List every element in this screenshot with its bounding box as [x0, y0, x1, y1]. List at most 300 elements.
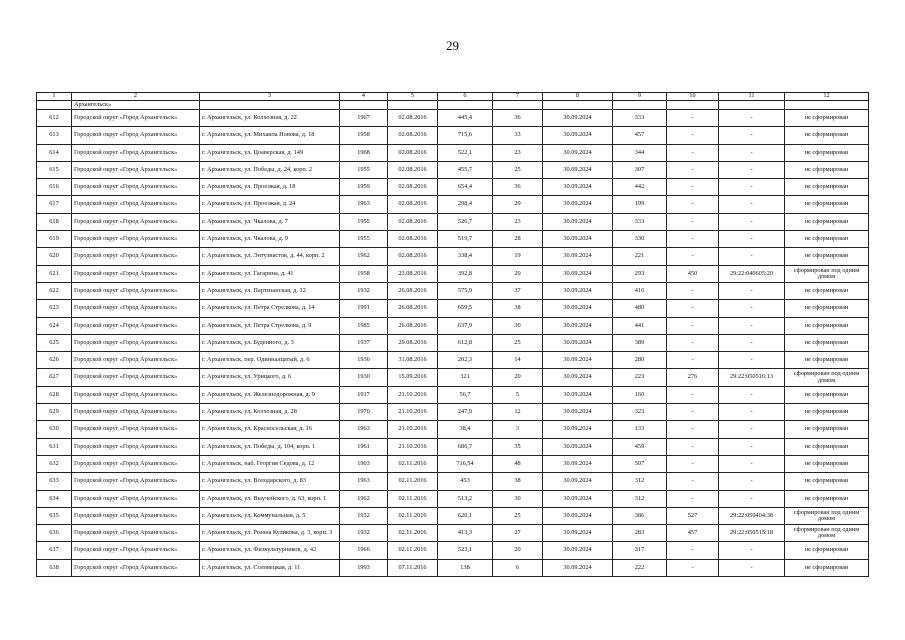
row-number: 636	[37, 525, 72, 542]
area-cell: 338,4	[438, 248, 493, 265]
deadline-cell: 30.09.2024	[543, 161, 613, 178]
table-body	[37, 93, 869, 577]
deadline-cell: 30.09.2024	[543, 265, 613, 282]
residents-cell: 37	[493, 282, 543, 299]
date-cell: 02.11.2016	[388, 525, 438, 542]
year-built-cell: 1955	[340, 213, 388, 230]
municipality-cell: Городской округ «Город Архангельск»	[72, 473, 200, 490]
residents-cell: 36	[493, 110, 543, 127]
year-built-cell: 1962	[340, 248, 388, 265]
cadastral-number-cell: 29:22:050516:13	[719, 369, 785, 386]
year-built-cell: 1917	[340, 386, 388, 403]
deadline-cell: 30.09.2024	[543, 231, 613, 248]
address-cell: г. Архангельск, ул. Урицкого, д. 6	[200, 369, 340, 386]
municipality-cell: Городской округ «Город Архангельск»	[72, 369, 200, 386]
row-number: 621	[37, 265, 72, 282]
land-area-cell: -	[667, 161, 719, 178]
cadastral-number-cell: -	[719, 196, 785, 213]
area-cell: 413,3	[438, 525, 493, 542]
row-number: 630	[37, 421, 72, 438]
date-cell: 02.11.2016	[388, 507, 438, 524]
deadline-cell: 30.09.2024	[543, 438, 613, 455]
cadastral-number-cell: -	[719, 421, 785, 438]
year-built-cell: 1963	[340, 473, 388, 490]
date-cell: 21.10.2016	[388, 438, 438, 455]
land-area-cell: -	[667, 490, 719, 507]
table-row	[37, 455, 869, 472]
address-cell: г. Архангельск, ул. Колхозная, д. 22	[200, 110, 340, 127]
status-cell: не сформирован	[785, 438, 869, 455]
residents-cell: 30	[493, 490, 543, 507]
land-area-cell: -	[667, 231, 719, 248]
address-cell: г. Архангельск, ул. Партизанская, д. 12	[200, 282, 340, 299]
column-number: 6	[438, 93, 493, 101]
land-area-cell: -	[667, 300, 719, 317]
date-cell: 02.08.2016	[388, 179, 438, 196]
row-number: 637	[37, 542, 72, 559]
year-built-cell: 1968	[340, 144, 388, 161]
deadline-cell: 30.09.2024	[543, 404, 613, 421]
column-9-cell: 283	[613, 525, 667, 542]
address-cell: г. Архангельск, ул. Колхозная, д. 28	[200, 404, 340, 421]
table-row	[37, 525, 869, 542]
land-area-cell: -	[667, 352, 719, 369]
year-built-cell: 1962	[340, 490, 388, 507]
residents-cell: 30	[493, 317, 543, 334]
date-cell: 02.08.2016	[388, 213, 438, 230]
residents-cell: 25	[493, 161, 543, 178]
cadastral-number-cell: -	[719, 161, 785, 178]
year-built-cell: 1930	[340, 369, 388, 386]
area-cell: 138	[438, 559, 493, 576]
status-cell: не сформирован	[785, 196, 869, 213]
column-number: 9	[613, 93, 667, 101]
status-cell: не сформирован	[785, 559, 869, 576]
address-cell: г. Архангельск, ул. Коммунальная, д. 5	[200, 507, 340, 524]
status-cell: не сформирован	[785, 110, 869, 127]
land-area-cell: -	[667, 144, 719, 161]
area-cell: 715,6	[438, 127, 493, 144]
status-cell: не сформирован	[785, 317, 869, 334]
table-row	[37, 559, 869, 576]
residents-cell: 33	[493, 127, 543, 144]
municipality-cell: Городской округ «Город Архангельск»	[72, 490, 200, 507]
residents-cell: 48	[493, 455, 543, 472]
residents-cell: 23	[493, 144, 543, 161]
deadline-cell: 30.09.2024	[543, 369, 613, 386]
municipality-cell: Архангельск»	[72, 101, 200, 110]
date-cell: 02.08.2016	[388, 248, 438, 265]
land-area-cell: -	[667, 110, 719, 127]
table-row	[37, 127, 869, 144]
year-built-cell: 1963	[340, 421, 388, 438]
land-area-cell: -	[667, 438, 719, 455]
address-cell: г. Архангельск, ул. Проезжая, д. 24	[200, 196, 340, 213]
table-row	[37, 438, 869, 455]
land-area-cell: -	[667, 404, 719, 421]
residents-cell: 19	[493, 248, 543, 265]
area-cell: 455,7	[438, 161, 493, 178]
row-number: 623	[37, 300, 72, 317]
continuation-row	[37, 101, 869, 110]
area-cell: 620,1	[438, 507, 493, 524]
column-9-cell: 312	[613, 473, 667, 490]
address-cell: г. Архангельск, наб. Георгия Седова, д. 12	[200, 455, 340, 472]
deadline-cell: 30.09.2024	[543, 179, 613, 196]
table-row	[37, 352, 869, 369]
date-cell: 21.10.2016	[388, 404, 438, 421]
address-cell: г. Архангельск, ул. Соловецкая, д. 11	[200, 559, 340, 576]
table-row	[37, 369, 869, 386]
status-cell: не сформирован	[785, 213, 869, 230]
area-cell: 612,8	[438, 334, 493, 351]
status-cell: не сформирован	[785, 404, 869, 421]
row-number: 619	[37, 231, 72, 248]
column-9-cell: 344	[613, 144, 667, 161]
land-area-cell: -	[667, 473, 719, 490]
date-cell: 02.08.2016	[388, 196, 438, 213]
status-cell: не сформирован	[785, 161, 869, 178]
municipality-cell: Городской округ «Город Архангельск»	[72, 421, 200, 438]
date-cell: 02.08.2016	[388, 231, 438, 248]
deadline-cell: 30.09.2024	[543, 334, 613, 351]
municipality-cell: Городской округ «Город Архангельск»	[72, 213, 200, 230]
date-cell: 26.08.2016	[388, 282, 438, 299]
cadastral-number-cell: -	[719, 317, 785, 334]
column-9-cell: 160	[613, 386, 667, 403]
row-number: 618	[37, 213, 72, 230]
address-cell: г. Архангельск, ул. Железнодорожная, д. 9	[200, 386, 340, 403]
date-cell: 26.08.2016	[388, 317, 438, 334]
address-cell: г. Архангельск, ул. Физкультурников, д. 42	[200, 542, 340, 559]
status-cell: не сформирован	[785, 248, 869, 265]
deadline-cell: 30.09.2024	[543, 559, 613, 576]
row-number: 622	[37, 282, 72, 299]
municipality-cell: Городской округ «Город Архангельск»	[72, 352, 200, 369]
table-row	[37, 144, 869, 161]
residents-cell: 25	[493, 507, 543, 524]
table-row	[37, 196, 869, 213]
year-built-cell: 1959	[340, 179, 388, 196]
land-area-cell: -	[667, 542, 719, 559]
address-cell: г. Архангельск, пер. Одинналцатый, д. 6	[200, 352, 340, 369]
status-cell: не сформирован	[785, 144, 869, 161]
cadastral-number-cell: -	[719, 248, 785, 265]
area-cell: 523,1	[438, 542, 493, 559]
table-row	[37, 265, 869, 282]
row-number: 633	[37, 473, 72, 490]
column-number: 2	[72, 93, 200, 101]
residents-cell: 25	[493, 334, 543, 351]
year-built-cell: 1932	[340, 525, 388, 542]
column-number: 1	[37, 93, 72, 101]
deadline-cell: 30.09.2024	[543, 127, 613, 144]
area-cell: 247,9	[438, 404, 493, 421]
area-cell: 526,7	[438, 213, 493, 230]
column-9-cell: 333	[613, 110, 667, 127]
cadastral-number-cell: -	[719, 542, 785, 559]
year-built-cell: 1985	[340, 317, 388, 334]
table-row	[37, 179, 869, 196]
address-cell: г. Архангельск, ул. Петра Стрелкова, д. 14	[200, 300, 340, 317]
status-cell: не сформирован	[785, 300, 869, 317]
column-9-cell: 333	[613, 213, 667, 230]
deadline-cell: 30.09.2024	[543, 525, 613, 542]
status-cell: не сформирован	[785, 421, 869, 438]
table-row	[37, 110, 869, 127]
municipality-cell: Городской округ «Город Архангельск»	[72, 507, 200, 524]
deadline-cell: 30.09.2024	[543, 144, 613, 161]
row-number: 615	[37, 161, 72, 178]
address-cell: г. Архангельск, ул. Розана Куликова, д. 3, корп. 3	[200, 525, 340, 542]
residents-cell: 23	[493, 213, 543, 230]
table-row	[37, 473, 869, 490]
table-row	[37, 542, 869, 559]
status-cell: не сформирован	[785, 352, 869, 369]
residents-cell: 20	[493, 369, 543, 386]
status-cell: не сформирован	[785, 334, 869, 351]
land-area-cell: -	[667, 213, 719, 230]
status-cell: не сформирован	[785, 282, 869, 299]
cadastral-number-cell: -	[719, 127, 785, 144]
cadastral-number-cell: -	[719, 473, 785, 490]
year-built-cell: 1958	[340, 127, 388, 144]
column-9-cell: 221	[613, 248, 667, 265]
year-built-cell: 1932	[340, 282, 388, 299]
area-cell: 56,7	[438, 386, 493, 403]
column-9-cell: 312	[613, 490, 667, 507]
year-built-cell: 1936	[340, 352, 388, 369]
land-area-cell: -	[667, 282, 719, 299]
address-cell: г. Архангельск, ул. Победы, д. 104, корп. 1	[200, 438, 340, 455]
column-9-cell: 133	[613, 421, 667, 438]
residents-cell: 38	[493, 473, 543, 490]
address-cell: г. Архангельск, ул. Энтузиастов, д. 44, корп. 2	[200, 248, 340, 265]
area-cell: 575,9	[438, 282, 493, 299]
deadline-cell: 30.09.2024	[543, 282, 613, 299]
date-cell: 02.11.2016	[388, 473, 438, 490]
column-9-cell: 457	[613, 127, 667, 144]
residents-cell: 38	[493, 300, 543, 317]
table-row	[37, 404, 869, 421]
cadastral-number-cell: -	[719, 334, 785, 351]
column-number: 7	[493, 93, 543, 101]
land-area-cell: -	[667, 559, 719, 576]
address-cell: г. Архангельск, ул. Буденного, д. 3	[200, 334, 340, 351]
deadline-cell: 30.09.2024	[543, 317, 613, 334]
land-area-cell: -	[667, 455, 719, 472]
municipality-cell: Городской округ «Город Архангельск»	[72, 542, 200, 559]
cadastral-number-cell: -	[719, 231, 785, 248]
table-row	[37, 248, 869, 265]
deadline-cell: 30.09.2024	[543, 542, 613, 559]
date-cell: 02.11.2016	[388, 542, 438, 559]
municipality-cell: Городской округ «Город Архангельск»	[72, 110, 200, 127]
cadastral-number-cell: -	[719, 386, 785, 403]
cadastral-number-cell: -	[719, 144, 785, 161]
residents-cell: 28	[493, 231, 543, 248]
municipality-cell: Городской округ «Город Архангельск»	[72, 282, 200, 299]
address-cell: г. Архангельск, ул. Красносельская, д. 16	[200, 421, 340, 438]
row-number: 627	[37, 369, 72, 386]
column-9-cell: 323	[613, 404, 667, 421]
land-area-cell: -	[667, 179, 719, 196]
land-area-cell: -	[667, 248, 719, 265]
year-built-cell: 1967	[340, 110, 388, 127]
residents-cell: 20	[493, 196, 543, 213]
year-built-cell: 1993	[340, 559, 388, 576]
column-9-cell: 293	[613, 265, 667, 282]
cadastral-number-cell: -	[719, 455, 785, 472]
column-9-cell: 222	[613, 559, 667, 576]
area-cell: 321	[438, 369, 493, 386]
column-number: 8	[543, 93, 613, 101]
table-row	[37, 317, 869, 334]
area-cell: 38,4	[438, 421, 493, 438]
residents-cell: 5	[493, 386, 543, 403]
page-number: 29	[446, 38, 459, 53]
land-area-cell: -	[667, 421, 719, 438]
date-cell: 07.11.2016	[388, 559, 438, 576]
address-cell: г. Архангельск, ул. Цоаверская, д. 149	[200, 144, 340, 161]
cadastral-number-cell: -	[719, 179, 785, 196]
date-cell: 02.11.2016	[388, 490, 438, 507]
residents-cell: 20	[493, 265, 543, 282]
column-9-cell: 507	[613, 455, 667, 472]
residents-cell: 12	[493, 404, 543, 421]
municipality-cell: Городской округ «Город Архангельск»	[72, 559, 200, 576]
residents-cell: 36	[493, 179, 543, 196]
table-row	[37, 231, 869, 248]
area-cell: 513,2	[438, 490, 493, 507]
date-cell: 02.08.2016	[388, 161, 438, 178]
row-number: 635	[37, 507, 72, 524]
row-number: 638	[37, 559, 72, 576]
land-area-cell: -	[667, 317, 719, 334]
column-9-cell: 317	[613, 542, 667, 559]
address-cell: г. Архангельск, ул. Чкалова, д. 9	[200, 231, 340, 248]
row-number: 612	[37, 110, 72, 127]
column-9-cell: 442	[613, 179, 667, 196]
row-number: 632	[37, 455, 72, 472]
area-cell: 637,9	[438, 317, 493, 334]
deadline-cell: 30.09.2024	[543, 455, 613, 472]
date-cell: 02.08.2016	[388, 127, 438, 144]
land-area-cell: 527	[667, 507, 719, 524]
address-cell: г. Архангельск, ул. Михаила Новова, д. 18	[200, 127, 340, 144]
area-cell: 522,1	[438, 144, 493, 161]
date-cell: 15.09.2016	[388, 369, 438, 386]
deadline-cell: 30.09.2024	[543, 213, 613, 230]
date-cell: 02.08.2016	[388, 110, 438, 127]
residents-cell: 6	[493, 559, 543, 576]
row-number: 628	[37, 386, 72, 403]
status-cell: не сформирован	[785, 386, 869, 403]
deadline-cell: 30.09.2024	[543, 300, 613, 317]
deadline-cell: 30.09.2024	[543, 352, 613, 369]
column-9-cell: 459	[613, 438, 667, 455]
year-built-cell: 1966	[340, 542, 388, 559]
residents-cell: 20	[493, 542, 543, 559]
row-number: 624	[37, 317, 72, 334]
deadline-cell: 30.09.2024	[543, 490, 613, 507]
address-cell: г. Архангельск, ул. Проезжая, д. 18	[200, 179, 340, 196]
table-row	[37, 507, 869, 524]
year-built-cell: 1961	[340, 438, 388, 455]
land-area-cell: 457	[667, 525, 719, 542]
year-built-cell: 1958	[340, 265, 388, 282]
column-9-cell: 223	[613, 369, 667, 386]
date-cell: 23.08.2016	[388, 265, 438, 282]
address-cell: г. Архангельск, ул. Петра Стрелкова, д. 9	[200, 317, 340, 334]
cadastral-number-cell: 29:22:050404:38	[719, 507, 785, 524]
deadline-cell: 30.09.2024	[543, 473, 613, 490]
address-cell: г. Архангельск, ул. Гагарина, д. 41	[200, 265, 340, 282]
municipality-cell: Городской округ «Город Архангельск»	[72, 196, 200, 213]
column-9-cell: 480	[613, 300, 667, 317]
year-built-cell: 1937	[340, 334, 388, 351]
municipality-cell: Городской округ «Город Архангельск»	[72, 300, 200, 317]
row-number: 625	[37, 334, 72, 351]
municipality-cell: Городской округ «Город Архангельск»	[72, 127, 200, 144]
municipality-cell: Городской округ «Город Архангельск»	[72, 248, 200, 265]
year-built-cell: 1970	[340, 404, 388, 421]
year-built-cell: 1955	[340, 161, 388, 178]
municipality-cell: Городской округ «Город Архангельск»	[72, 525, 200, 542]
column-number: 11	[719, 93, 785, 101]
residents-cell: 27	[493, 525, 543, 542]
row-number: 634	[37, 490, 72, 507]
cadastral-number-cell: -	[719, 300, 785, 317]
date-cell: 02.08.2016	[388, 144, 438, 161]
residents-cell: 3	[493, 421, 543, 438]
date-cell: 29.08.2016	[388, 334, 438, 351]
status-cell: не сформирован	[785, 473, 869, 490]
area-cell: 202,3	[438, 352, 493, 369]
status-cell: сформирован под одним домом	[785, 265, 869, 282]
municipality-cell: Городской округ «Город Архангельск»	[72, 438, 200, 455]
land-area-cell: -	[667, 196, 719, 213]
municipality-cell: Городской округ «Город Архангельск»	[72, 144, 200, 161]
land-area-cell: -	[667, 334, 719, 351]
year-built-cell: 1932	[340, 507, 388, 524]
deadline-cell: 30.09.2024	[543, 110, 613, 127]
date-cell: 21.10.2016	[388, 386, 438, 403]
deadline-cell: 30.09.2024	[543, 386, 613, 403]
area-cell: 392,8	[438, 265, 493, 282]
municipality-cell: Городской округ «Город Архангельск»	[72, 231, 200, 248]
area-cell: 654,4	[438, 179, 493, 196]
row-number: 631	[37, 438, 72, 455]
column-9-cell: 330	[613, 231, 667, 248]
land-area-cell: 450	[667, 265, 719, 282]
housing-table	[36, 92, 869, 577]
cadastral-number-cell: -	[719, 213, 785, 230]
deadline-cell: 30.09.2024	[543, 507, 613, 524]
land-area-cell: 276	[667, 369, 719, 386]
column-number: 3	[200, 93, 340, 101]
row-number: 629	[37, 404, 72, 421]
status-cell: сформирован под одним домом	[785, 369, 869, 386]
land-area-cell: -	[667, 127, 719, 144]
status-cell: не сформирован	[785, 542, 869, 559]
status-cell: не сформирован	[785, 179, 869, 196]
table-row	[37, 300, 869, 317]
row-number: 620	[37, 248, 72, 265]
status-cell: сформирован под одним домом	[785, 525, 869, 542]
cadastral-number-cell: -	[719, 352, 785, 369]
area-cell: 659,5	[438, 300, 493, 317]
